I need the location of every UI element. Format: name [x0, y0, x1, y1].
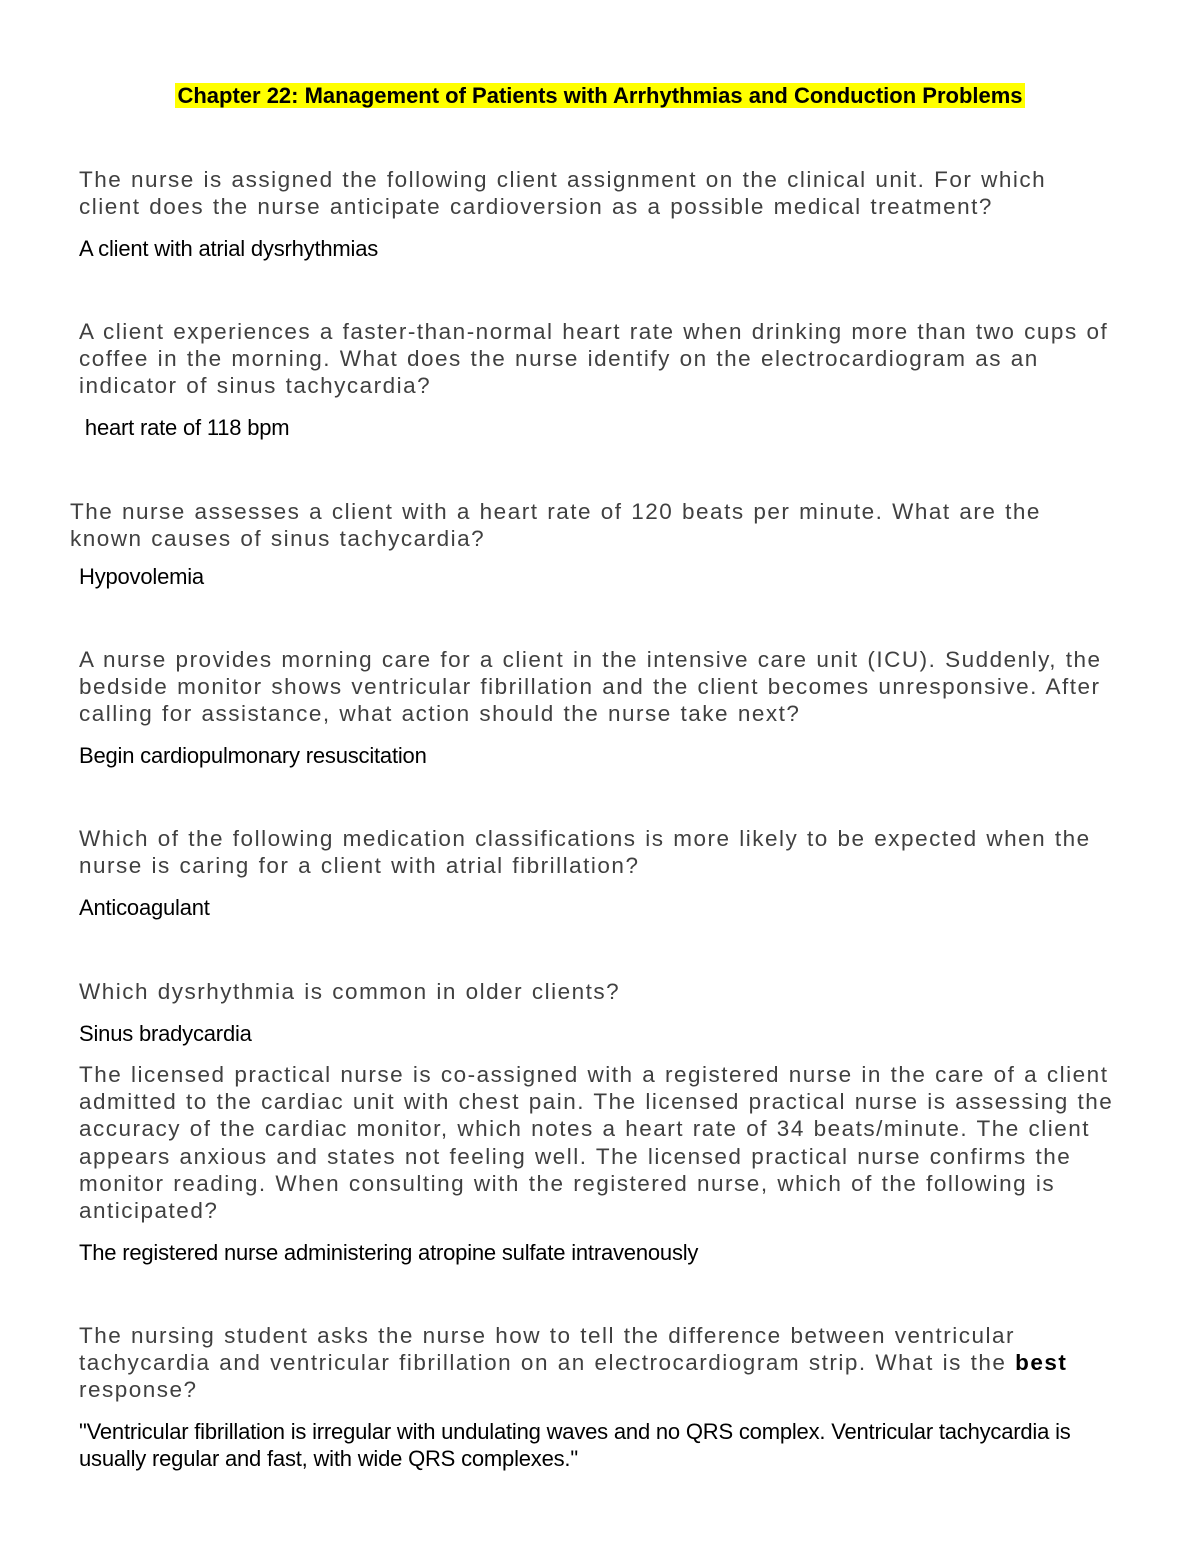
question-5: Which of the following medication classifications is more likely to be expected when the nurse is caring for a client with atrial fibrillation?: [79, 826, 1091, 879]
answer-6: Sinus bradycardia: [79, 1021, 252, 1046]
question-6: Which dysrhythmia is common in older clients?: [79, 979, 621, 1004]
answer-5: Anticoagulant: [79, 895, 210, 920]
chapter-title: Chapter 22: Management of Patients with Arrhythmias and Conduction Problems: [177, 83, 1023, 108]
page-title: [0, 82, 1200, 109]
answer-8: "Ventricular fibrillation is irregular with undulating waves and no QRS complex. Ventricular tachycardia is usually regular and fast, with wide QRS complexes.": [79, 1419, 1071, 1471]
question-3: The nurse assesses a client with a heart rate of 120 beats per minute. What are the known causes of sinus tachycardia?: [70, 499, 1041, 552]
question-8: The nursing student asks the nurse how to tell the difference between ventricular tachycardia and ventricular fibrillation on an electrocardiogram strip. What is the best response?: [79, 1323, 1068, 1403]
answer-2: heart rate of 118 bpm: [79, 415, 290, 440]
answer-7: The registered nurse administering atropine sulfate intravenously: [79, 1240, 699, 1265]
answer-1: A client with atrial dysrhythmias: [79, 236, 379, 261]
question-1: The nurse is assigned the following client assignment on the clinical unit. For which client does the nurse anticipate cardioversion as a possible medical treatment?: [79, 167, 1047, 220]
question-4: A nurse provides morning care for a client in the intensive care unit (ICU). Suddenly, the bedside monitor shows ventricular fibrillation and the client becomes unresponsive. After calling for assistance, what action should the nurse take next?: [79, 647, 1102, 727]
emphasis-best: best: [1015, 1350, 1068, 1376]
question-7: The licensed practical nurse is co-assigned with a registered nurse in the care of a client admitted to the cardiac unit with chest pain. The licensed practical nurse is assessing the accuracy of the cardiac monitor, which notes a heart rate of 34 beats/minute. The client appears anxious and states not feeling well. The licensed practical nurse confirms the monitor reading. When consulting with the registered nurse, which of the following is anticipated?: [79, 1062, 1114, 1224]
answer-4: Begin cardiopulmonary resuscitation: [79, 743, 427, 768]
question-2: A client experiences a faster-than-normal heart rate when drinking more than two cups of coffee in the morning. What does the nurse identify on the electrocardiogram as an indicator of sinus tachycardia?: [79, 319, 1109, 399]
answer-3: Hypovolemia: [79, 564, 204, 589]
